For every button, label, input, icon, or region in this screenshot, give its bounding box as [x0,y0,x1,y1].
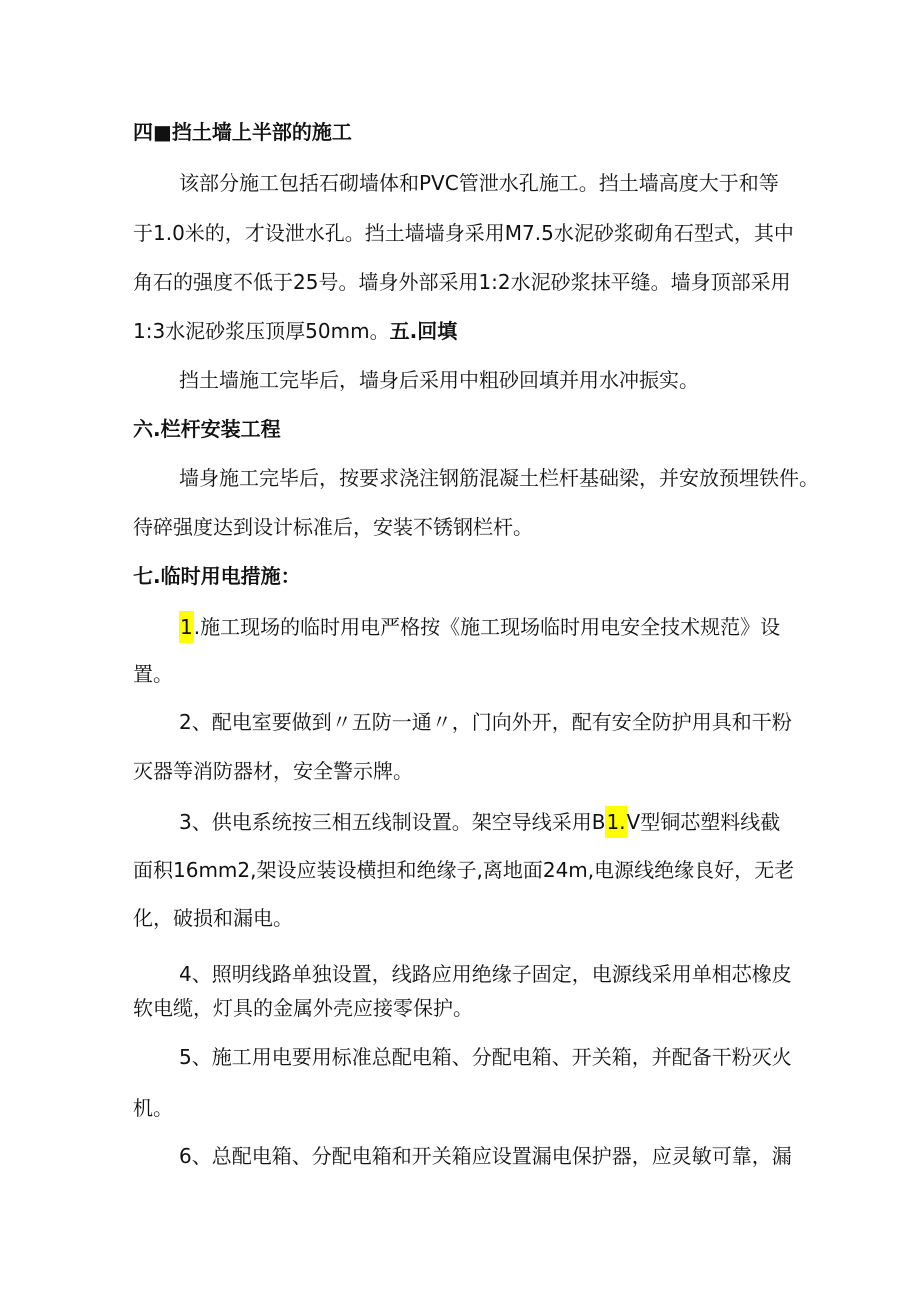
list-item-text: .施工现场的临时用电严格按《施工现场临时用电安全技术规范》设 [193,615,781,639]
highlighted-text: 1. [605,806,626,838]
list-item-text: 3、供电系统按三相五线制设置。架空导线采用B [179,810,606,834]
list-item-3 [179,806,803,838]
paragraph-line: 待碎强度达到设计标准后，安装不锈钢栏杆。 [133,515,533,539]
list-item-5: 5、施工用电要用标准总配电箱、分配电箱、开关箱，并配备干粉灭火 [179,1045,792,1069]
paragraph-line: 墙身施工完毕后，按要求浇注钢筋混凝土栏杆基础梁，并安放预埋铁件。 [179,466,819,490]
list-item-text: V型铜芯塑料线截 [626,810,781,834]
paragraph-line: 灭器等消防器材，安全警示牌。 [133,759,413,783]
paragraph-line: 面积16mm2,架设应装设横担和绝缘子,离地面24m,电源线绝缘良好，无老 [133,858,795,882]
highlighted-text: 1 [179,611,194,643]
section-heading-7: 七.临时用电措施： [133,564,301,588]
paragraph-line: 置。 [133,662,173,686]
paragraph-line: 于1.0米的，才设泄水孔。挡土墙墙身采用M7.5水泥砂浆砌角石型式，其中 [133,221,794,245]
section-heading-4: 四■挡土墙上半部的施工 [133,120,352,144]
paragraph-text: 1:3水泥砂浆压顶厚50mm。 [133,319,390,343]
paragraph-line: 软电缆，灯具的金属外壳应接零保护。 [133,996,473,1020]
paragraph-line [133,317,803,345]
paragraph-line: 角石的强度不低于25号。墙身外部采用1:2水泥砂浆抹平缝。墙身顶部采用 [133,270,791,294]
list-item-1 [179,611,803,643]
list-item-4: 4、照明线路单独设置，线路应用绝缘子固定，电源线采用单相芯橡皮 [179,962,792,986]
paragraph-line: 该部分施工包括石砌墙体和PVC管泄水孔施工。挡土墙高度大于和等 [179,171,779,195]
paragraph-line: 化，破损和漏电。 [133,906,293,930]
list-item-2: 2、配电室要做到〃五防一通〃，门向外开，配有安全防护用具和干粉 [179,710,792,734]
section-heading-5: 五.回填 [389,319,458,343]
list-item-6: 6、总配电箱、分配电箱和开关箱应设置漏电保护器，应灵敏可靠，漏 [179,1144,792,1168]
paragraph-line: 机。 [133,1096,173,1120]
paragraph-line: 挡土墙施工完毕后，墙身后采用中粗砂回填并用水冲振实。 [179,368,699,392]
section-heading-6: 六.栏杆安装工程 [133,417,281,441]
